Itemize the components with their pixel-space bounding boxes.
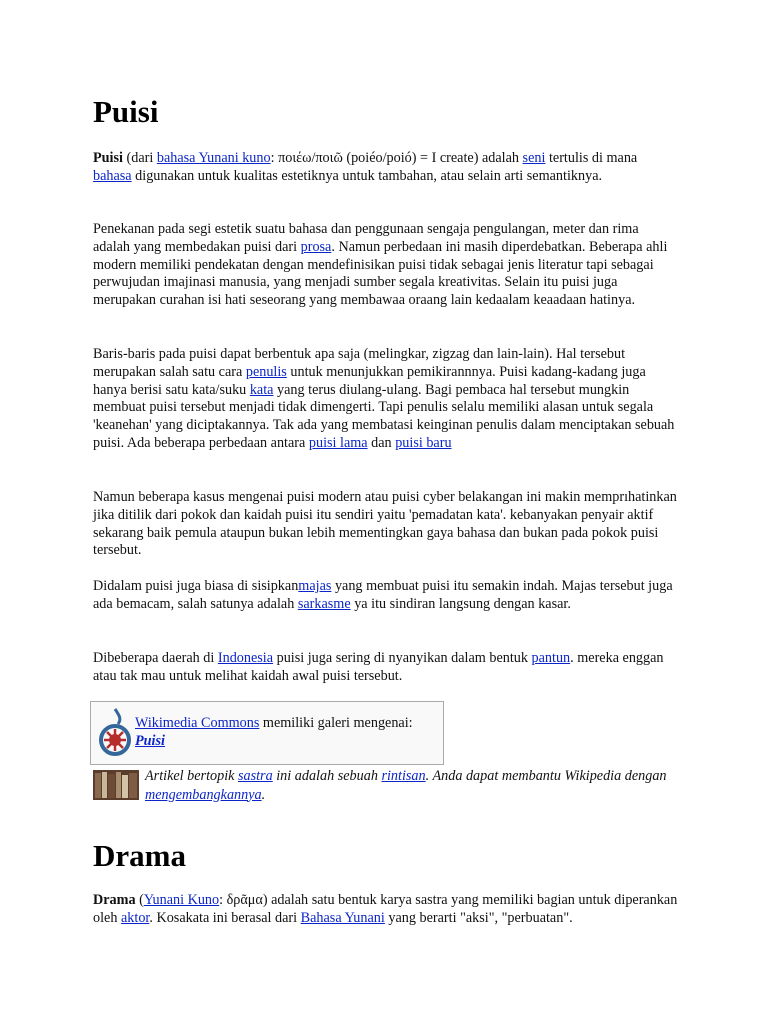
wikimedia-commons-icon	[96, 706, 134, 760]
paragraph-puisi-majas	[93, 578, 678, 614]
link-kata[interactable]: kata	[249, 381, 274, 398]
section-title-drama: Drama	[93, 838, 186, 873]
books-icon	[93, 770, 139, 800]
text: memiliki galeri mengenai:	[259, 715, 413, 731]
link-yunani-kuno[interactable]: Yunani Kuno	[143, 892, 220, 908]
text: . Anda dapat membantu Wikipedia dengan	[425, 768, 667, 784]
text: (dari	[122, 150, 157, 166]
text: .	[261, 786, 266, 803]
text: Artikel bertopik	[145, 768, 238, 784]
commons-text	[135, 715, 440, 751]
text: . Namun perbedaan ini masih diperdebatkan. Beberapa ahli modern memiliki pendekatan dengan mendefinisikan puisi tidak sebagai jenis literatur tapi sebagai perwujudan imajinasi manusia, yang menjadi sumber segala kreativitas. Selain itu puisi juga merupakan curahan isi hati seseorang yang membawaa oraang lain kedaalam keaadaan hatinya.	[93, 238, 668, 309]
text: tertulis di mana	[545, 150, 638, 166]
text: : ποιέω/ποιῶ (poiéo/poió) = I create) adalah	[270, 150, 523, 166]
link-majas[interactable]: majas	[298, 578, 332, 594]
link-bahasa-yunani-kuno[interactable]: bahasa Yunani kuno	[156, 150, 271, 166]
text: yang membuat puisi itu semakin indah. Majas tersebut juga ada bemacam, salah satunya adalah	[93, 578, 673, 612]
text: Namun beberapa kasus mengenai puisi modern atau puisi cyber belakangan ini makin memprıhatinkan jika ditilik dari pokok dan kaidah puisi itu sendiri yaitu 'pemadatan kata'. kebanyakan penyair aktif sekarang baik pemula ataupun bukan lebih mementingkan gaya bahasa dan bukan pada pokok puisi tersebut.	[93, 489, 677, 559]
text: ini adalah sebuah	[272, 768, 382, 784]
text: yang berarti "aksi", "perbuatan".	[384, 909, 573, 926]
text: puisi juga sering di nyanyikan dalam bentuk	[273, 650, 532, 666]
text: yang terus diulang-ulang. Bagi pembaca hal tersebut mungkin membuat puisi tersebut menjadi tidak dimengerti. Tapi penulis selalu memiliki alasan untuk segala 'keanehan' yang diciptakannya. Tak ada yang membatasi keinginan penulis dalam menciptakan sebuah puisi. Ada beberapa perbedaan antara	[93, 381, 675, 451]
paragraph-puisi-estetik	[93, 221, 678, 310]
link-indonesia[interactable]: Indonesia	[217, 650, 274, 666]
text: Penekanan pada segi estetik suatu bahasa dan penggunaan sengaja pengulangan, meter dan rima adalah yang membedakan puisi dari	[93, 221, 639, 255]
stub-text	[145, 767, 680, 804]
text: (	[135, 892, 144, 908]
section-title-puisi: Puisi	[93, 94, 159, 129]
text: ya itu sindiran langsung dengan kasar.	[350, 595, 571, 612]
link-aktor[interactable]: aktor	[120, 909, 150, 926]
link-mengembangkannya[interactable]: mengembangkannya	[145, 786, 262, 803]
text: Didalam puisi juga biasa di sisipkan	[93, 578, 299, 594]
paragraph-puisi-intro	[93, 150, 678, 186]
link-prosa[interactable]: prosa	[300, 238, 332, 255]
paragraph-drama-intro	[93, 892, 678, 928]
text: dan	[367, 434, 396, 451]
text: digunakan untuk kualitas estetiknya untuk tambahan, atau selain arti semantiknya.	[131, 167, 603, 184]
link-bahasa-yunani[interactable]: Bahasa Yunani	[300, 909, 385, 926]
link-penulis[interactable]: penulis	[245, 363, 287, 380]
bold-term: Drama	[93, 892, 136, 908]
text: untuk menunjukkan pemikirannnya. Puisi kadang-kadang juga hanya berisi satu kata/suku	[93, 363, 646, 398]
commons-box	[90, 701, 444, 765]
text: : δρᾶμα) adalah satu bentuk karya sastra yang memiliki bagian untuk diperankan oleh	[93, 892, 678, 926]
paragraph-puisi-modern	[93, 489, 678, 560]
link-seni[interactable]: seni	[522, 150, 546, 166]
link-rintisan[interactable]: rintisan	[381, 768, 426, 784]
text: . Kosakata ini berasal dari	[149, 909, 301, 926]
link-pantun[interactable]: pantun	[531, 650, 571, 666]
paragraph-puisi-baris	[93, 346, 678, 453]
link-sarkasme[interactable]: sarkasme	[297, 595, 351, 612]
link-puisi-baru[interactable]: puisi baru	[395, 434, 452, 451]
text: Baris-baris pada puisi dapat berbentuk apa saja (melingkar, zigzag dan lain-lain). Hal tersebut merupakan salah satu cara	[93, 346, 626, 380]
text: Dibeberapa daerah di	[93, 650, 218, 666]
link-puisi-lama[interactable]: puisi lama	[308, 434, 368, 451]
bold-term: Puisi	[93, 150, 123, 166]
link-wikimedia-commons[interactable]: Wikimedia Commons	[135, 715, 260, 731]
text: . mereka enggan atau tak mau untuk melihat kaidah awal puisi tersebut.	[93, 650, 664, 684]
stub-notice	[93, 767, 683, 807]
link-commons-puisi[interactable]: Puisi	[135, 732, 165, 749]
link-sastra[interactable]: sastra	[237, 768, 273, 784]
paragraph-puisi-daerah	[93, 650, 678, 686]
link-bahasa[interactable]: bahasa	[93, 167, 132, 184]
